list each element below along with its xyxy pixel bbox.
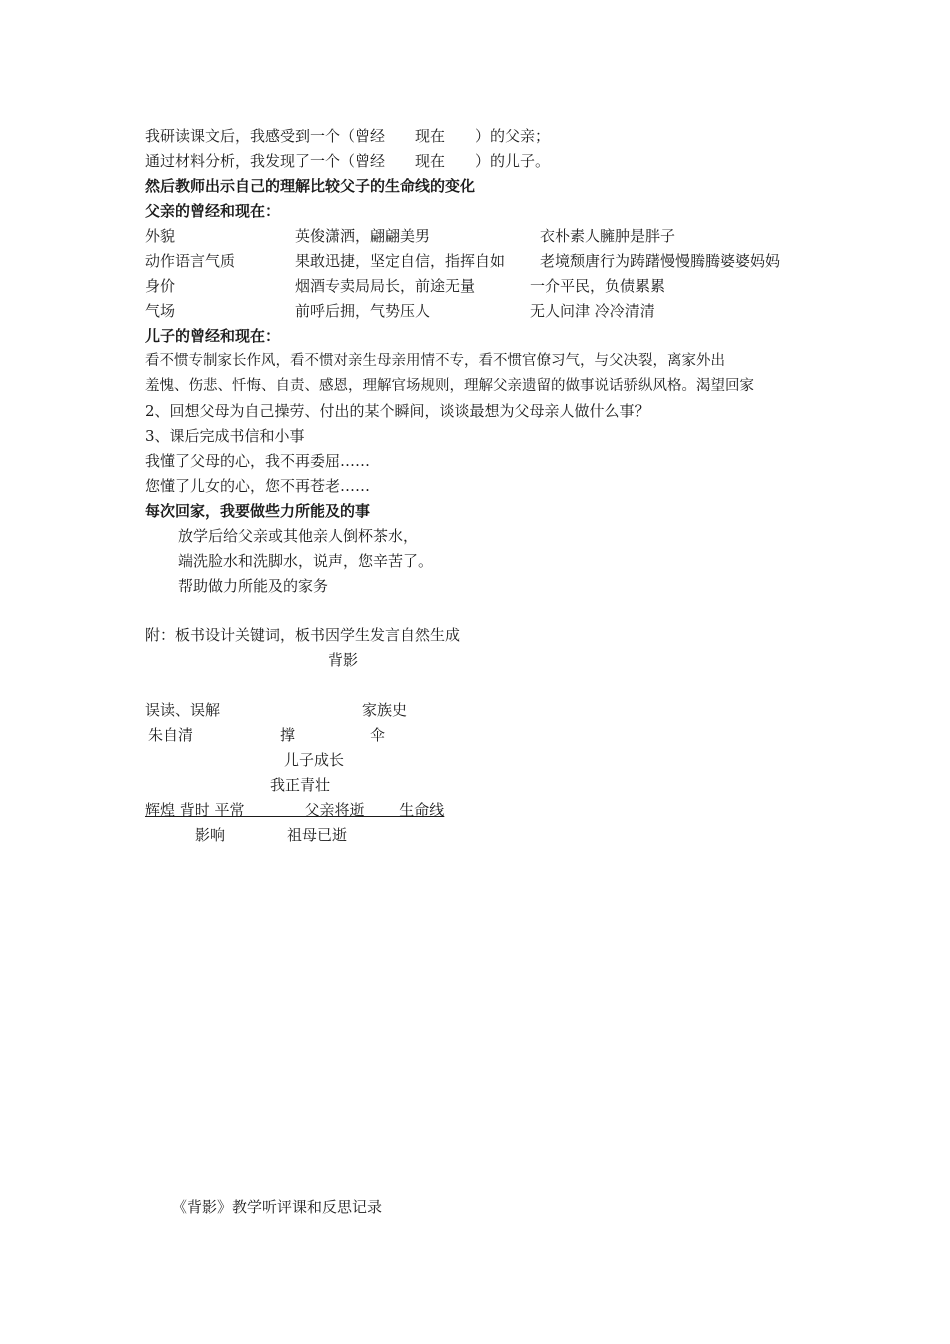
section-heading-compare: 然后教师出示自己的理解比较父子的生命线的变化 [145, 177, 476, 195]
father-row-now: 老境颓唐行为踌躇慢慢腾腾婆婆妈妈 [540, 252, 781, 270]
father-row-past: 前呼后拥，气势压人 [295, 302, 431, 320]
son-heading: 儿子的曾经和现在： [145, 327, 281, 345]
father-row-past: 果敢迅捷，坚定自信，指挥自如 [295, 252, 506, 270]
father-row-past: 英俊潇洒，翩翩美男 [295, 227, 431, 245]
intro-line-1: 我研读课文后，我感受到一个（曾经 现在 ）的父亲； [145, 127, 551, 145]
father-row-label: 动作语言气质 [145, 252, 236, 270]
father-row-label: 气场 [145, 302, 176, 320]
board-title: 背影 [328, 651, 359, 669]
intro-line-2: 通过材料分析，我发现了一个（曾经 现在 ）的儿子。 [145, 152, 551, 170]
board-grow: 儿子成长 [284, 751, 345, 769]
home-line-1: 放学后给父亲或其他亲人倒杯茶水， [178, 527, 419, 545]
board-lifeline: 辉煌 背时 平常 父亲将逝 生命线 [145, 801, 445, 819]
home-line-3: 帮助做力所能及的家务 [178, 577, 329, 595]
board-young: 我正青壮 [270, 776, 331, 794]
father-row-past: 烟酒专卖局局长，前途无量 [295, 277, 476, 295]
board-author: 朱自清 [148, 726, 194, 744]
home-line-2: 端洗脸水和洗脚水，说声，您辛苦了。 [178, 552, 434, 570]
father-row-label: 身价 [145, 277, 176, 295]
item-3: 3、课后完成书信和小事 [145, 427, 305, 445]
item-2: 2、回想父母为自己操劳、付出的某个瞬间，谈谈最想为父母亲人做什么事？ [145, 402, 650, 420]
board-misread: 误读、误解 [145, 701, 221, 719]
letter-line-1: 我懂了父母的心，我不再委屈…… [145, 452, 371, 470]
board-cheng: 撑 [280, 726, 296, 744]
father-row-now: 衣朴素人臃肿是胖子 [540, 227, 676, 245]
son-line-2: 羞愧、伤悲、忏悔、自责、感恩，理解官场规则，理解父亲遗留的做事说话骄纵风格。渴望回家 [145, 378, 754, 394]
home-heading: 每次回家，我要做些力所能及的事 [145, 502, 371, 520]
footer-title: 《背影》教学听评课和反思记录 [172, 1198, 383, 1216]
father-heading: 父亲的曾经和现在： [145, 202, 281, 220]
father-row-now: 一介平民，负债累累 [530, 277, 666, 295]
board-influence: 影响 [195, 826, 226, 844]
father-row-now: 无人问津 冷冷清清 [530, 302, 655, 320]
board-san: 伞 [370, 726, 386, 744]
father-row-label: 外貌 [145, 227, 176, 245]
board-grandma: 祖母已逝 [287, 826, 348, 844]
board-family: 家族史 [362, 701, 408, 719]
letter-line-2: 您懂了儿女的心，您不再苍老…… [145, 477, 371, 495]
board-note: 附：板书设计关键词，板书因学生发言自然生成 [145, 626, 461, 644]
son-line-1: 看不惯专制家长作风，看不惯对亲生母亲用情不专，看不惯官僚习气，与父决裂，离家外出 [145, 353, 725, 369]
